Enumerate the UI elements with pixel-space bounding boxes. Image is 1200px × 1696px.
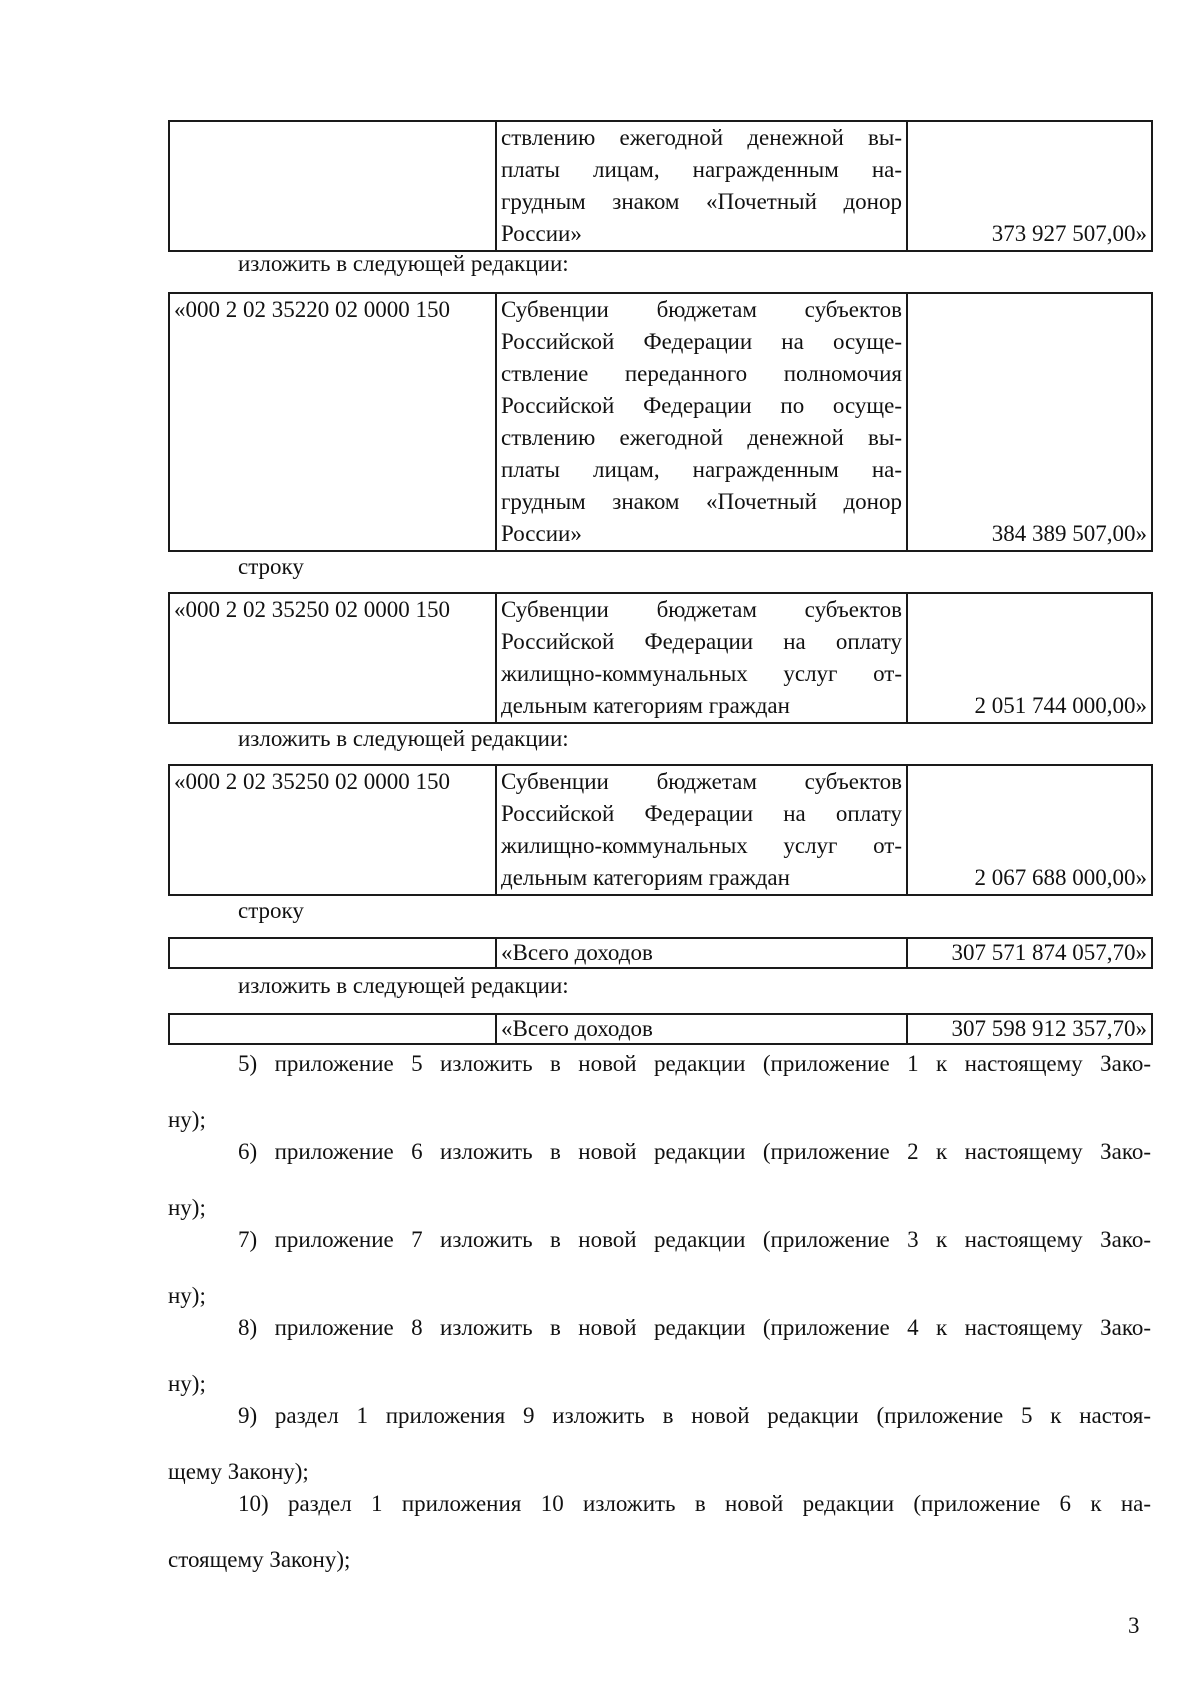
description-line: грудным знаком «Почетный донор [501, 489, 902, 514]
code-cell: «000 2 02 35250 02 0000 150 [169, 765, 496, 895]
paragraph-item-7 [168, 1226, 1151, 1310]
paragraph-first-line: 6) приложение 6 изложить в новой редакции (приложение 2 к настоящему Зако- [238, 1139, 1151, 1164]
paragraph-continuation: ну); [168, 1283, 206, 1308]
amount-cell: 2 051 744 000,00» [907, 593, 1152, 723]
code-cell [169, 938, 496, 968]
connector-text: изложить в следующей редакции: [238, 726, 569, 751]
table-row [169, 121, 1152, 251]
description-line: Субвенции бюджетам субъектов [501, 769, 902, 794]
paragraph-continuation: стоящему Закону); [168, 1547, 351, 1572]
paragraph-first-line: 9) раздел 1 приложения 9 изложить в новой редакции (приложение 5 к настоя- [238, 1403, 1151, 1428]
total-label-cell: «Всего доходов [496, 1014, 907, 1044]
paragraph-first-line: 7) приложение 7 изложить в новой редакции (приложение 3 к настоящему Зако- [238, 1227, 1151, 1252]
description-line: России» [501, 521, 582, 546]
code-cell [169, 121, 496, 251]
description-line: дельным категориям граждан [501, 865, 790, 890]
connector-text: изложить в следующей редакции: [238, 251, 569, 276]
description-line: Российской Федерации по осуще- [501, 393, 902, 418]
code-cell [169, 1014, 496, 1044]
table-row [169, 593, 1152, 723]
description-line: России» [501, 221, 582, 246]
amount-cell: 384 389 507,00» [907, 293, 1152, 551]
table-total-new [168, 1013, 1153, 1045]
paragraph-continuation: ну); [168, 1371, 206, 1396]
total-label-cell: «Всего доходов [496, 938, 907, 968]
amount-cell: 307 598 912 357,70» [907, 1014, 1152, 1044]
table-row [169, 765, 1152, 895]
description-line: ствлению ежегодной денежной вы- [501, 125, 902, 150]
description-line: ствлению ежегодной денежной вы- [501, 425, 902, 450]
paragraph-item-5 [168, 1050, 1151, 1134]
description-line: платы лицам, награжденным на- [501, 157, 902, 182]
table-continuation [168, 120, 1153, 252]
table-row [169, 1014, 1152, 1044]
table-new-edition-1 [168, 292, 1153, 552]
code-cell: «000 2 02 35250 02 0000 150 [169, 593, 496, 723]
paragraph-item-8 [168, 1314, 1151, 1398]
description-line: Российской Федерации на оплату [501, 629, 902, 654]
description-line: дельным категориям граждан [501, 693, 790, 718]
paragraph-first-line: 5) приложение 5 изложить в новой редакции (приложение 1 к настоящему Зако- [238, 1051, 1151, 1076]
page-number: 3 [1128, 1613, 1140, 1638]
description-line: платы лицам, награжденным на- [501, 457, 902, 482]
description-line: Российской Федерации на оплату [501, 801, 902, 826]
description-line: жилищно-коммунальных услуг от- [501, 661, 902, 686]
paragraph-continuation: щему Закону); [168, 1459, 309, 1484]
paragraph-item-10 [168, 1490, 1151, 1574]
description-line: жилищно-коммунальных услуг от- [501, 833, 902, 858]
table-old-line-2 [168, 592, 1153, 724]
amount-cell: 373 927 507,00» [907, 121, 1152, 251]
connector-text: строку [238, 898, 304, 923]
connector-text: изложить в следующей редакции: [238, 973, 569, 998]
paragraph-item-9 [168, 1402, 1151, 1486]
description-line: Субвенции бюджетам субъектов [501, 297, 902, 322]
description-cell [496, 593, 907, 723]
description-line: Российской Федерации на осуще- [501, 329, 902, 354]
description-line: ствление переданного полномочия [501, 361, 902, 386]
amount-cell: 2 067 688 000,00» [907, 765, 1152, 895]
paragraph-item-6 [168, 1138, 1151, 1222]
paragraph-first-line: 10) раздел 1 приложения 10 изложить в новой редакции (приложение 6 к на- [238, 1491, 1151, 1516]
description-cell [496, 293, 907, 551]
table-row [169, 293, 1152, 551]
description-line: грудным знаком «Почетный донор [501, 189, 902, 214]
amount-cell: 307 571 874 057,70» [907, 938, 1152, 968]
description-cell [496, 765, 907, 895]
table-total-old [168, 937, 1153, 969]
code-cell: «000 2 02 35220 02 0000 150 [169, 293, 496, 551]
description-line: Субвенции бюджетам субъектов [501, 597, 902, 622]
paragraph-first-line: 8) приложение 8 изложить в новой редакции (приложение 4 к настоящему Зако- [238, 1315, 1151, 1340]
description-cell [496, 121, 907, 251]
table-new-edition-2 [168, 764, 1153, 896]
connector-text: строку [238, 554, 304, 579]
paragraph-continuation: ну); [168, 1107, 206, 1132]
paragraph-continuation: ну); [168, 1195, 206, 1220]
table-row [169, 938, 1152, 968]
